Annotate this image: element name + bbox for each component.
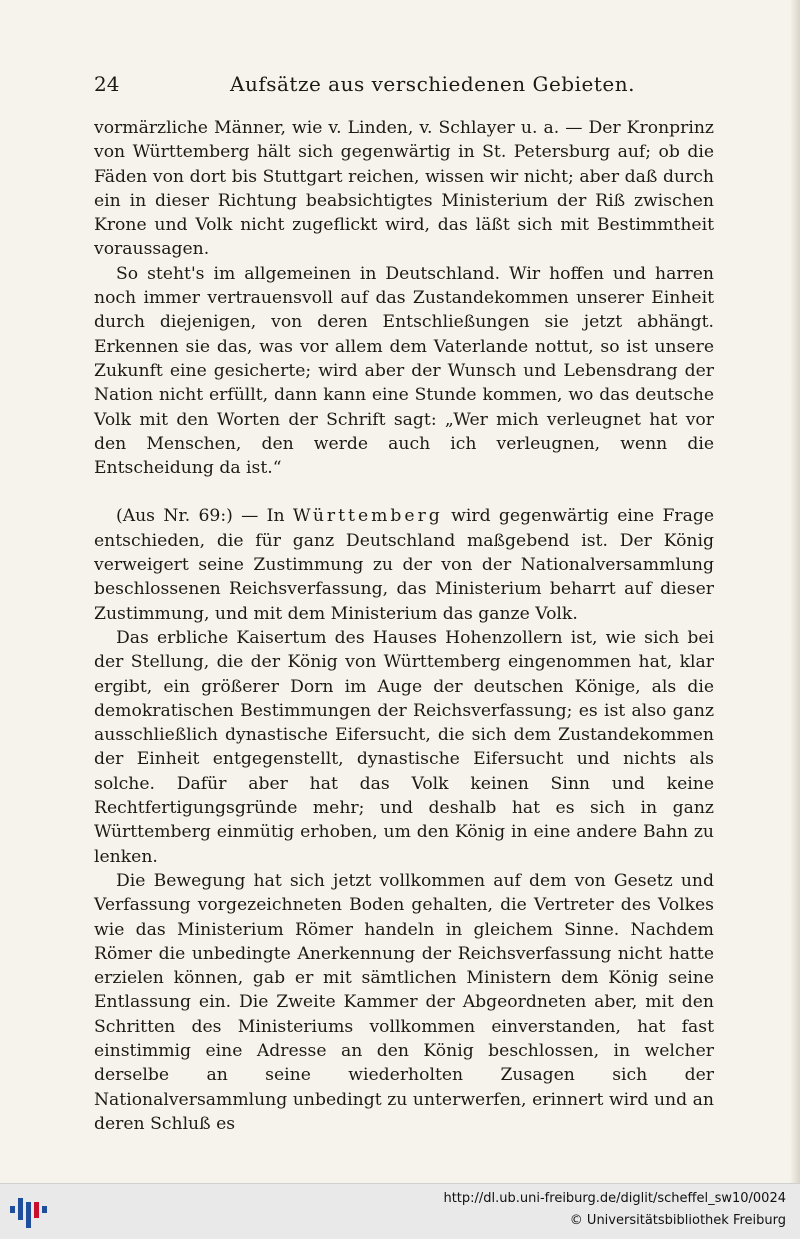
paragraph-3-rest: wird gegenwärtig eine Frage entschieden, die für ganz Deutschland maßgebend ist. Der König verweigert seine Zustimmung zu der von der Nationalversammlung beschlossenen Reichsverfassung, das Ministerium beharrt auf dieser Zustimmung, und mit dem Ministerium das ganze Volk.	[94, 506, 715, 624]
paragraph-1: vormärzliche Männer, wie v. Linden, v. Schlayer u. a. — Der Kronprinz von Württemberg hält sich gegenwärtig in St. Petersburg auf; ob die Fäden von dort bis Stuttgart reichen, wissen wir nicht; aber daß durch ein in dieser Richtung beabsichtigtes Ministerium der Riß zwischen Krone und Volk nicht zugeflickt wird, das läßt sich mit Bestimmtheit voraussagen.	[94, 118, 714, 260]
page-edge-shadow	[790, 0, 800, 1183]
paragraph-5: Die Bewegung hat sich jetzt vollkommen auf dem von Gesetz und Verfassung vorgezeichneten Boden gehalten, die Vertreter des Volkes wie das Ministerium Römer handeln in gleichem Sinne. Nachdem Römer die unbedingte Anerkennung der Reichsverfassung nicht hatte erzielen können, gab er mit sämtlichen Ministern dem König seine Entlassung ein. Die Zweite Kammer der Abgeordneten aber, mit den Schritten des Ministeriums vollkommen einverstanden, hat fast einstimmig eine Adresse an den König beschlossen, in welcher derselbe an seine wiederholten Zusagen sich der Nationalversammlung unbedingt zu unterwerfen, erinnert wird und an deren Schluß es	[94, 870, 714, 1134]
body-text	[94, 116, 714, 1136]
copyright-notice: © Universitätsbibliothek Freiburg	[569, 1213, 786, 1228]
ub-freiburg-logo-icon	[8, 1193, 50, 1231]
paragraph-2: So steht's im allgemeinen in Deutschland. Wir hoffen und harren noch immer vertrauensvoll auf das Zustandekommen unserer Einheit durch diejenigen, von deren Entschließungen sie jetzt abhängt. Erkennen sie das, was vor allem dem Vaterlande nottut, so ist unsere Zukunft eine gesicherte; wird aber der Wunsch und Lebensdrang der Nation nicht erfüllt, dann kann eine Stunde kommen, wo das deutsche Volk mit den Worten der Schrift sagt: „Wer mich verleugnet hat vor den Menschen, den werde auch ich verleugnen, wenn die Entscheidung da ist.“	[94, 263, 714, 479]
paragraph-4: Das erbliche Kaisertum des Hauses Hohenzollern ist, wie sich bei der Stellung, die der König von Württemberg eingenommen hat, klar ergibt, ein größerer Dorn im Auge der deutschen Könige, als die demokratischen Bestimmungen der Reichsverfassung; es ist also ganz ausschließlich dynastische Eifersucht, die sich dem Zustandekommen der Einheit entgegenstellt, dynastische Eifersucht und nichts als solche. Dafür aber hat das Volk keinen Sinn und keine Rechtfertigungsgründe mehr; und deshalb hat es sich in ganz Württemberg einmütig erhoben, um den König in eine andere Bahn zu lenken.	[94, 627, 714, 867]
permalink-url[interactable]: http://dl.ub.uni-freiburg.de/diglit/scheffel_sw10/0024	[443, 1191, 786, 1206]
page-header	[94, 68, 714, 102]
paragraph-3-lead: (Aus Nr. 69:) — In	[116, 506, 285, 527]
spaced-word-wuerttemberg: Württemberg	[292, 506, 443, 527]
running-title: Aufsätze aus verschiedenen Gebieten.	[230, 72, 635, 96]
paragraph-3	[94, 504, 714, 625]
viewer-footer	[0, 1183, 800, 1239]
page-number: 24	[94, 72, 120, 96]
